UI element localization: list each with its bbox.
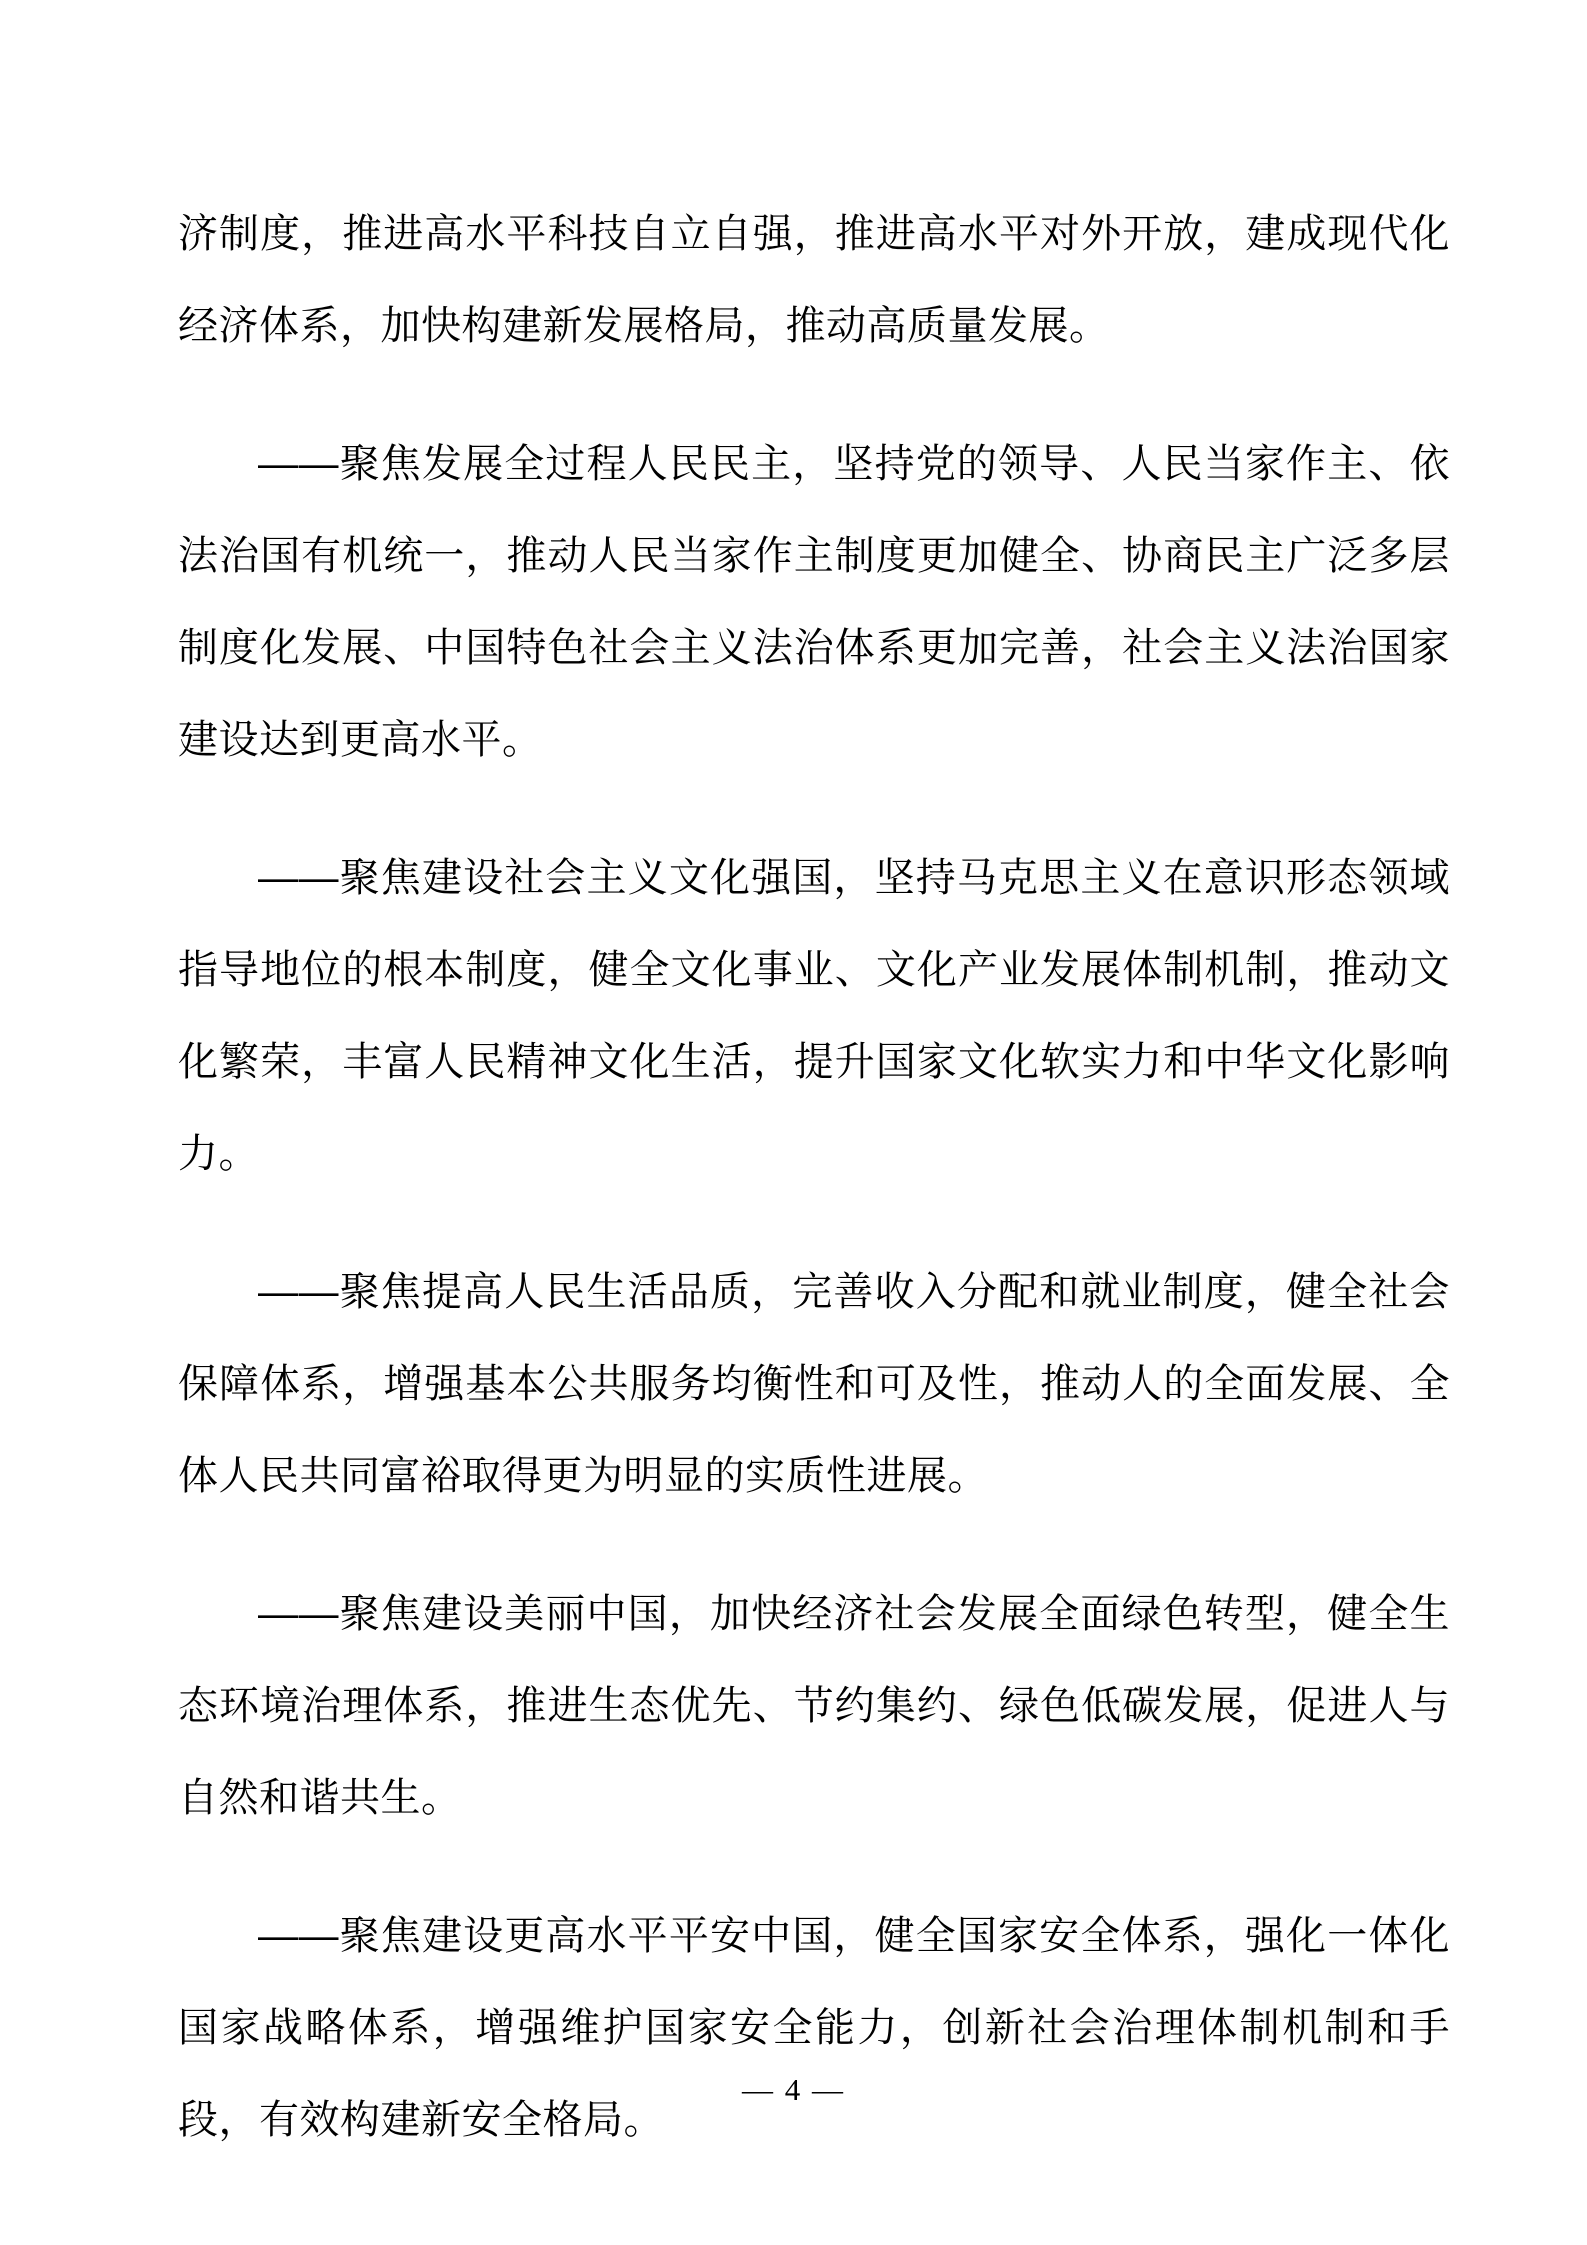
page-footer (0, 2072, 1587, 2108)
paragraph: ——聚焦建设社会主义文化强国，坚持马克思主义在意识形态领域指导地位的根本制度，健全文化事业、文化产业发展体制机制，推动文化繁荣，丰富人民精神文化生活，提升国家文化软实力和中华文化影响力。 (178, 856, 1450, 1176)
paragraph: ——聚焦发展全过程人民民主，坚持党的领导、人民当家作主、依法治国有机统一，推动人民当家作主制度更加健全、协商民主广泛多层制度化发展、中国特色社会主义法治体系更加完善，社会主义法治国家建设达到更高水平。 (178, 442, 1450, 762)
document-body (178, 188, 1450, 2212)
paragraph: ——聚焦提高人民生活品质，完善收入分配和就业制度，健全社会保障体系，增强基本公共服务均衡性和可及性，推动人的全面发展、全体人民共同富裕取得更为明显的实质性进展。 (178, 1270, 1450, 1498)
paragraph: 济制度，推进高水平科技自立自强，推进高水平对外开放，建成现代化经济体系，加快构建新发展格局，推动高质量发展。 (178, 212, 1450, 348)
paragraph: ——聚焦建设更高水平平安中国，健全国家安全体系，强化一体化国家战略体系，增强维护国家安全能力，创新社会治理体制机制和手段，有效构建新安全格局。 (178, 1914, 1450, 2142)
page-number: — 4 — (742, 2072, 845, 2107)
paragraph: ——聚焦建设美丽中国，加快经济社会发展全面绿色转型，健全生态环境治理体系，推进生态优先、节约集约、绿色低碳发展，促进人与自然和谐共生。 (178, 1592, 1450, 1820)
